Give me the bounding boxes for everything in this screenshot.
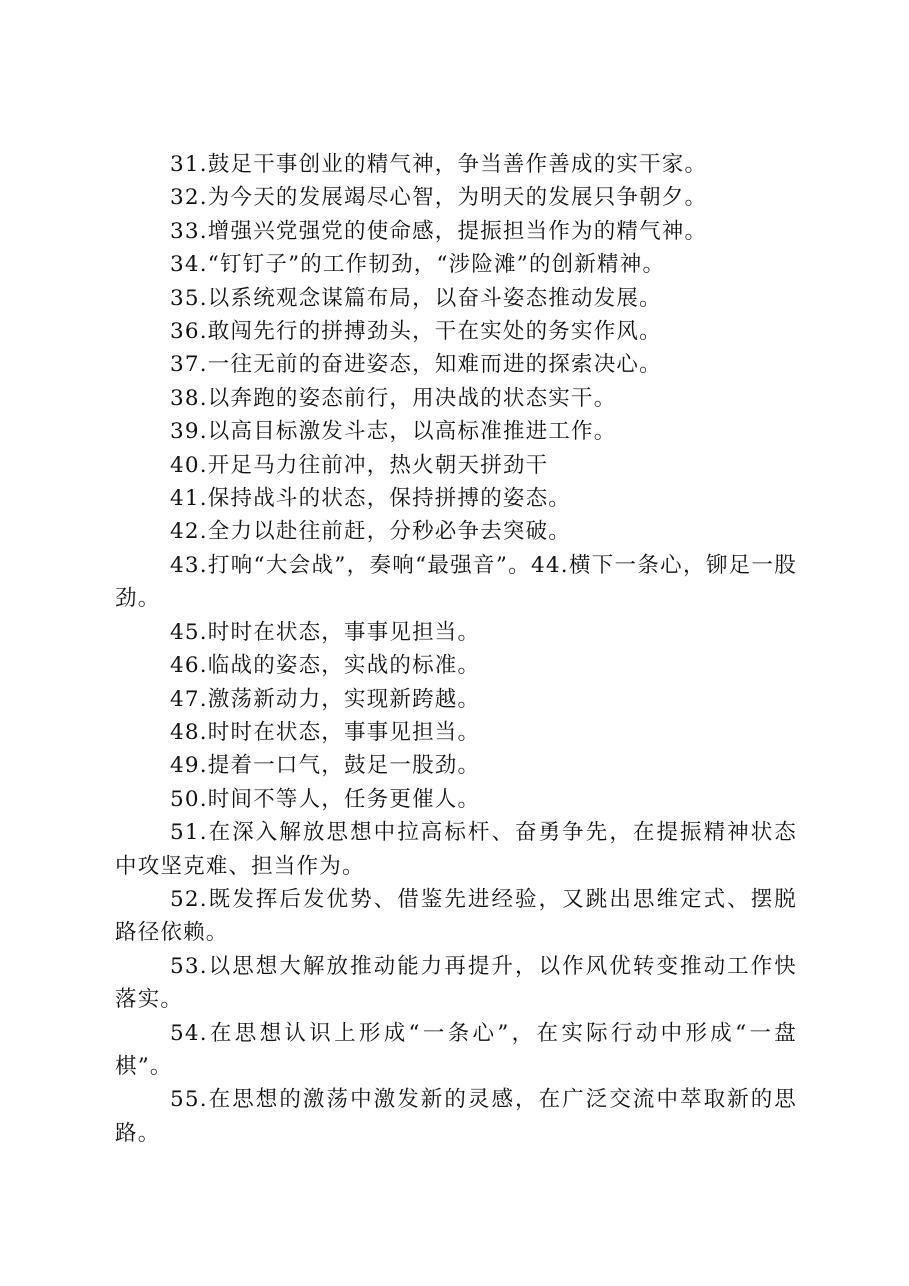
paragraph-55: 55.在思想的激荡中激发新的灵感，在广泛交流中萃取新的思路。 [115, 1087, 797, 1146]
paragraph-36: 36.敢闯先行的拼搏劲头，干在实处的务实作风。 [170, 319, 662, 345]
paragraph-42: 42.全力以赴往前赶，分秒必争去突破。 [170, 519, 571, 545]
paragraph-41: 41.保持战斗的状态，保持拼搏的姿态。 [170, 486, 571, 512]
paragraph-31: 31.鼓足干事创业的精气神，争当善作善成的实干家。 [170, 152, 708, 177]
paragraph-54: 54.在思想认识上形成“一条心”，在实际行动中形成“一盘棋”。 [115, 1020, 797, 1079]
paragraph-51: 51.在深入解放思想中拉高标杆、奋勇争先，在提振精神状态中攻坚克难、担当作为。 [115, 820, 797, 879]
paragraph-50: 50.时间不等人，任务更催人。 [170, 786, 481, 812]
paragraph-35: 35.以系统观念谋篇布局，以奋斗姿态推动发展。 [170, 285, 662, 311]
paragraph-48: 48.时时在状态，事事见担当。 [170, 719, 481, 745]
paragraph-33: 33.增强兴党强党的使命感，提振担当作为的精气神。 [170, 218, 708, 244]
paragraph-32: 32.为今天的发展竭尽心智，为明天的发展只争朝夕。 [170, 185, 708, 211]
paragraph-38: 38.以奔跑的姿态前行，用决战的状态实干。 [170, 385, 617, 411]
paragraph-34: 34.“钉钉子”的工作韧劲，“涉险滩”的创新精神。 [170, 252, 666, 278]
paragraph-43-44: 43.打响“大会战”，奏响“最强音”。44.横下一条心，铆足一股劲。 [115, 552, 797, 612]
paragraph-45: 45.时时在状态，事事见担当。 [170, 619, 481, 645]
paragraph-53: 53.以思想大解放推动能力再提升，以作风优转变推动工作快落实。 [115, 953, 797, 1013]
paragraph-39: 39.以高目标激发斗志，以高标准推进工作。 [170, 419, 617, 445]
paragraph-37: 37.一往无前的奋进姿态，知难而进的探索决心。 [170, 352, 662, 378]
document-body [115, 148, 797, 1150]
paragraph-40: 40.开足马力往前冲，热火朝天拼劲干 [170, 452, 549, 478]
paragraph-47: 47.激荡新动力，实现新跨越。 [170, 686, 481, 712]
paragraph-46: 46.临战的姿态，实战的标准。 [170, 653, 481, 679]
paragraph-49: 49.提着一口气，鼓足一股劲。 [170, 753, 481, 779]
paragraph-52: 52.既发挥后发优势、借鉴先进经验，又跳出思维定式、摆脱路径依赖。 [115, 886, 797, 946]
